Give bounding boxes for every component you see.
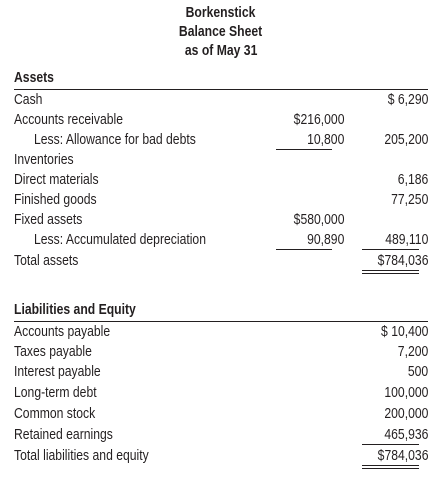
liability-row-interest-payable (14, 362, 428, 382)
liability-row-common-stock (14, 404, 428, 424)
liability-row-retained-earnings (14, 425, 428, 445)
row-total: 6,186 (397, 172, 428, 188)
asset-row-accounts-receivable (14, 110, 428, 130)
row-label: Finished goods (14, 192, 97, 208)
row-total: 465,936 (383, 427, 428, 443)
row-label: Direct materials (14, 172, 99, 188)
row-total: 200,000 (383, 406, 428, 422)
company-name: Borkenstick (186, 5, 256, 21)
row-total: 205,200 (383, 132, 428, 148)
asset-row-direct-materials (14, 170, 428, 190)
row-label: Total liabilities and equity (14, 448, 149, 464)
row-label: Common stock (14, 406, 96, 422)
row-label: Inventories (14, 152, 74, 168)
statement-header (0, 4, 442, 61)
row-label: Total assets (14, 253, 79, 269)
statement-title: Balance Sheet (179, 24, 263, 40)
row-label: Accounts receivable (14, 112, 124, 128)
row-total: 500 (407, 364, 428, 380)
row-total: $784,036 (377, 448, 428, 464)
row-label: Fixed assets (14, 212, 83, 228)
liabilities-heading: Liabilities and Equity (14, 302, 136, 318)
row-subamount: 10,800 (306, 132, 344, 148)
asset-row-inventories (14, 150, 428, 170)
row-label: Less: Allowance for bad debts (34, 132, 196, 148)
row-label: Accounts payable (14, 324, 111, 340)
asset-row-accumulated-depreciation (14, 230, 428, 250)
subtotal-underline (276, 249, 332, 250)
total-underline (362, 249, 419, 250)
row-total: 489,110 (384, 232, 428, 248)
statement-date: as of May 31 (184, 43, 258, 59)
liability-row-taxes-payable (14, 342, 428, 362)
asset-row-total-assets (14, 251, 428, 271)
row-label: Taxes payable (14, 344, 92, 360)
double-underline (362, 270, 419, 274)
row-label: Long-term debt (14, 385, 97, 401)
double-underline (362, 465, 419, 469)
row-total: $ 10,400 (380, 324, 428, 340)
asset-row-finished-goods (14, 190, 428, 210)
row-label: Cash (14, 92, 43, 108)
asset-row-fixed-assets (14, 210, 428, 230)
liability-row-long-term-debt (14, 383, 428, 403)
asset-row-cash (14, 90, 428, 110)
assets-heading: Assets (14, 70, 54, 86)
row-label: Less: Accumulated depreciation (34, 232, 206, 248)
row-label: Retained earnings (14, 427, 113, 443)
row-total: 7,200 (397, 344, 428, 360)
row-total: $ 6,290 (387, 92, 428, 108)
total-underline (362, 444, 419, 445)
liability-row-accounts-payable (14, 322, 428, 342)
asset-row-allowance-bad-debts (14, 130, 428, 150)
row-subamount: $216,000 (293, 112, 344, 128)
row-total: $784,036 (377, 253, 428, 269)
row-total: 77,250 (390, 192, 428, 208)
row-label: Interest payable (14, 364, 101, 380)
row-subamount: $580,000 (293, 212, 344, 228)
row-total: 100,000 (383, 385, 428, 401)
liability-row-total (14, 446, 428, 466)
row-subamount: 90,890 (306, 232, 344, 248)
